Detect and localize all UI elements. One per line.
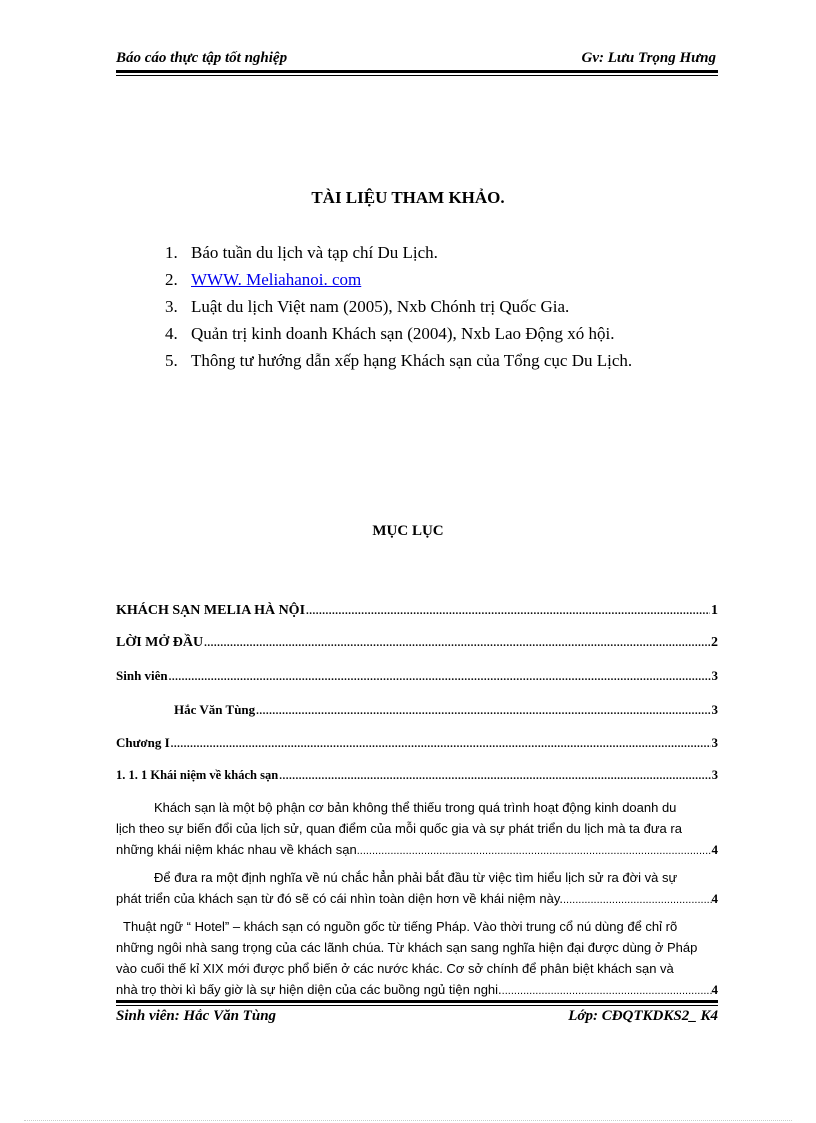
toc-entry-label: Sinh viên — [116, 668, 168, 683]
toc-entry-label: Chương I — [116, 735, 170, 750]
footer-rule-thin — [116, 1005, 718, 1006]
meliahanoi-link[interactable]: WWW. Meliahanoi. com — [191, 270, 362, 289]
toc-entry-label: LỜI MỞ ĐẦU — [116, 635, 204, 650]
toc-page-number: 3 — [711, 702, 718, 717]
toc-leader — [502, 981, 712, 1002]
reference-item: 5. Thông tư hướng dẫn xếp hạng Khách sạn của Tổng cục Du Lịch. — [165, 351, 633, 370]
toc-entry-label: 1. 1. 1 Khái niệm về khách sạn — [116, 768, 279, 782]
reference-item: 1. Báo tuần du lịch và tạp chí Du Lịch. — [165, 243, 438, 262]
toc-paragraph-entry[interactable]: Khách sạn là một bộ phận cơ bản không thể thiếu trong quá trình hoạt động kinh doanh du lịch theo sự biến đổi của lịch sử, quan điểm của mỗi quốc gia và sự phát triển du lịch mà ta đưa ra những khái niệm khác nhau về khách sạn ..... 4 — [116, 797, 718, 862]
footer-student: Sinh viên: Hắc Văn Tùng — [116, 1008, 277, 1024]
toc-leader — [256, 705, 710, 717]
toc-entry[interactable] — [116, 635, 718, 655]
toc-page-number: 1 — [711, 603, 718, 618]
footer-class: Lớp: CĐQTKDKS2_ K4 — [568, 1008, 718, 1024]
toc-title: MỤC LỤC — [372, 523, 444, 539]
reference-item: 4. Quản trị kinh doanh Khách sạn (2004), Nxb Lao Động xó hội. — [165, 324, 615, 343]
reference-item: 3. Luật du lịch Việt nam (2005), Nxb Chónh trị Quốc Gia. — [165, 297, 570, 316]
toc-paragraph-entry[interactable]: Thuật ngữ “ Hotel” – khách sạn có nguồn gốc từ tiếng Pháp. Vào thời trung cổ nú dùng để chỉ rõ những ngôi nhà sang trọng của các lãnh chúa. Từ khách sạn sang nghĩa hiện đại được dùng ở Pháp vào cuối thế kỉ XIX mới được phổ biến ở các nước khác. Cơ sở chính để phân biệt khách sạn và nhà trọ thời kì bấy giờ là sự hiện diện của các buồng ngủ tiện nghi. ..... 4 — [116, 916, 718, 1002]
toc-entry[interactable] — [116, 603, 718, 623]
reference-item: 2. WWW. Meliahanoi. com — [165, 270, 362, 289]
toc-leader — [204, 637, 710, 649]
toc-entry[interactable] — [174, 702, 718, 722]
toc-page-number: 4 — [711, 891, 718, 906]
toc-entry-label: Hắc Văn Tùng — [174, 702, 256, 717]
toc-entry-label: KHÁCH SẠN MELIA HÀ NỘI — [116, 603, 306, 618]
toc-page-number: 3 — [711, 768, 718, 782]
references-title: TÀI LIỆU THAM KHẢO. — [311, 188, 505, 207]
toc-paragraph-entry[interactable]: Để đưa ra một định nghĩa về nú chắc hẳn phải bắt đầu từ việc tìm hiểu lịch sử ra đời và sự phát triển của khách sạn từ đó sẽ có cái nhìn toàn diện hơn về khái niệm này. ..... 4 — [116, 867, 718, 911]
toc-page-number: 4 — [711, 982, 718, 997]
footer-rule-thick — [116, 1000, 718, 1003]
toc-page-number: 2 — [711, 635, 718, 650]
toc-leader — [563, 890, 712, 911]
toc-leader — [357, 841, 712, 862]
toc-page-number: 3 — [711, 735, 718, 750]
page-edge-divider — [24, 1120, 792, 1121]
header-rule-thin — [116, 75, 718, 76]
toc-leader — [279, 770, 711, 782]
header-advisor: Gv: Lưu Trọng Hưng — [581, 50, 716, 66]
toc-page-number: 4 — [711, 842, 718, 857]
toc-page-number: 3 — [711, 668, 718, 683]
page-header — [116, 48, 716, 70]
references-list — [165, 243, 632, 378]
header-report-title: Báo cáo thực tập tốt nghiệp — [116, 50, 288, 66]
header-rule-thick — [116, 70, 718, 73]
toc-entry[interactable] — [116, 668, 718, 688]
toc-leader — [171, 738, 711, 750]
toc-entry[interactable] — [116, 735, 718, 755]
toc-entry[interactable] — [116, 768, 718, 788]
toc-leader — [169, 671, 711, 683]
page-footer — [116, 1008, 718, 1030]
toc-leader — [306, 605, 710, 617]
